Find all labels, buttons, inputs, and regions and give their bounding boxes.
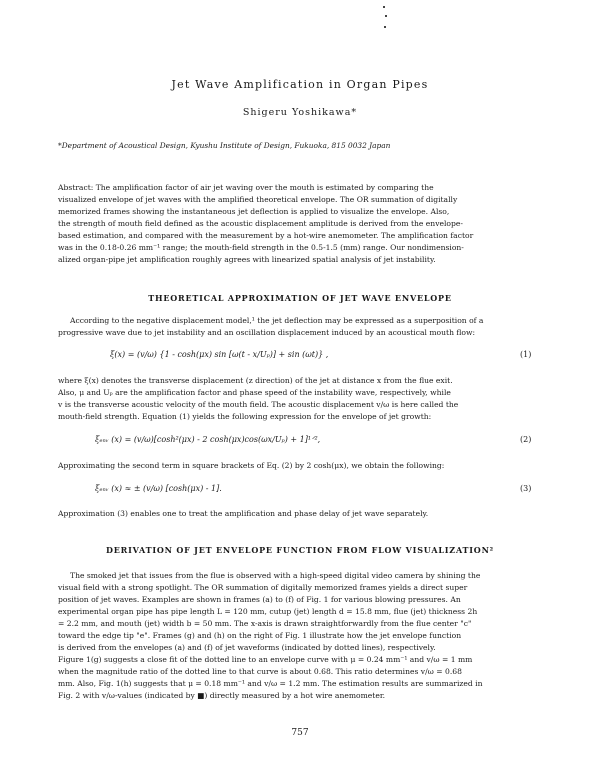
abstract-line: the strength of mouth field defined as the acoustic displacement amplitude is derived from the envelope- xyxy=(58,219,463,228)
body-line: Figure 1(g) suggests a close fit of the dotted line to an envelope curve with μ = 0.24 mm⁻¹ and v/ω = 1 mm xyxy=(58,655,473,664)
abstract-line: Abstract: The amplification factor of air jet waving over the mouth is estimated by comparing the xyxy=(58,183,434,192)
scan-mark xyxy=(384,26,386,28)
body-line: Also, μ and Uₚ are the amplification factor and phase speed of the instability wave, respectively, while xyxy=(58,388,451,397)
body-line: mouth-field strength. Equation (1) yields the following expression for the envelope of jet growth: xyxy=(58,412,432,421)
body-line: experimental organ pipe has pipe length L = 120 mm, cutup (jet) length d = 15.8 mm, flue (jet) thickness 2h xyxy=(58,607,478,616)
section-heading-theory: THEORETICAL APPROXIMATION OF JET WAVE ENVELOPE xyxy=(148,293,452,303)
scan-mark xyxy=(385,15,387,17)
body-line: is derived from the envelopes (a) and (f) of jet waveforms (indicated by dotted lines), respectively. xyxy=(58,643,436,652)
equation-3-number: (3) xyxy=(520,484,532,493)
paper-title: Jet Wave Amplification in Organ Pipes xyxy=(171,78,429,91)
body-line: where ξ(x) denotes the transverse displacement (z direction) of the jet at distance x from the flue exit. xyxy=(58,376,453,385)
body-line: when the magnitude ratio of the dotted line to that curve is about 0.68. This ratio determines v/ω = 0.68 xyxy=(58,667,462,676)
page-number: 757 xyxy=(291,728,309,738)
scan-mark xyxy=(383,6,385,8)
author-affiliation: *Department of Acoustical Design, Kyushu Institute of Design, Fukuoka, 815 0032 Japan xyxy=(58,141,391,150)
section-heading-derivation: DERIVATION OF JET ENVELOPE FUNCTION FROM FLOW VISUALIZATION² xyxy=(105,545,494,555)
body-line: Approximating the second term in square brackets of Eq. (2) by 2 cosh(μx), we obtain the following: xyxy=(58,461,445,470)
abstract-line: was in the 0.18-0.26 mm⁻¹ range; the mouth-field strength in the 0.5-1.5 (mm) range. Our nondimension- xyxy=(58,243,464,252)
equation-3: ξₑₙᵥ (x) ≈ ± (v/ω) [cosh(μx) - 1]. xyxy=(95,484,222,493)
body-line: v is the transverse acoustic velocity of the mouth field. The acoustic displacement v/ω is here called the xyxy=(58,400,459,409)
equation-2: ξₑₙᵥ (x) = (v/ω)[cosh²(μx) - 2 cosh(μx)cos(ωx/Uₚ) + 1]¹ᐟ², xyxy=(95,435,321,444)
body-line: Approximation (3) enables one to treat the amplification and phase delay of jet wave separately. xyxy=(58,509,429,518)
equation-1-number: (1) xyxy=(520,350,532,359)
body-line: mm. Also, Fig. 1(h) suggests that μ = 0.18 mm⁻¹ and v/ω = 1.2 mm. The estimation results are summarized in xyxy=(58,679,483,688)
author-name: Shigeru Yoshikawa* xyxy=(242,107,358,118)
equation-1: ξ(x) = (v/ω) {1 - cosh(μx) sin [ω(t - x/Uₚ)] + sin (ωt)} , xyxy=(110,350,329,359)
body-line: progressive wave due to jet instability and an oscillation displacement induced by an acoustical mouth flow: xyxy=(58,328,476,337)
body-line: The smoked jet that issues from the flue is observed with a high-speed digital video camera by shining the xyxy=(70,571,481,580)
abstract-line: based estimation, and compared with the measurement by a hot-wire anemometer. The amplification factor xyxy=(58,231,474,240)
abstract-line: memorized frames showing the instantaneous jet deflection is applied to visualize the envelope. Also, xyxy=(58,207,450,216)
body-line: = 2.2 mm, and mouth (jet) width b = 50 mm. The x-axis is drawn straightforwardly from the flue center "c" xyxy=(58,619,472,628)
body-line: According to the negative displacement model,¹ the jet deflection may be expressed as a superposition of a xyxy=(70,316,484,325)
abstract-line: visualized envelope of jet waves with the amplified theoretical envelope. The OR summation of digitally xyxy=(58,195,458,204)
abstract-line: alized organ-pipe jet amplification roughly agrees with linearized spatial analysis of jet instability. xyxy=(58,255,436,264)
equation-2-number: (2) xyxy=(520,435,532,444)
body-line: toward the edge tip "e". Frames (g) and (h) on the right of Fig. 1 illustrate how the jet envelope function xyxy=(58,631,462,640)
body-line: visual field with a strong spotlight. The OR summation of digitally memorized frames yields a direct super xyxy=(58,583,468,592)
body-line: Fig. 2 with v/ω-values (indicated by ■) directly measured by a hot wire anemometer. xyxy=(58,691,386,700)
body-line: position of jet waves. Examples are shown in frames (a) to (f) of Fig. 1 for various blowing pressures. An xyxy=(58,595,461,604)
